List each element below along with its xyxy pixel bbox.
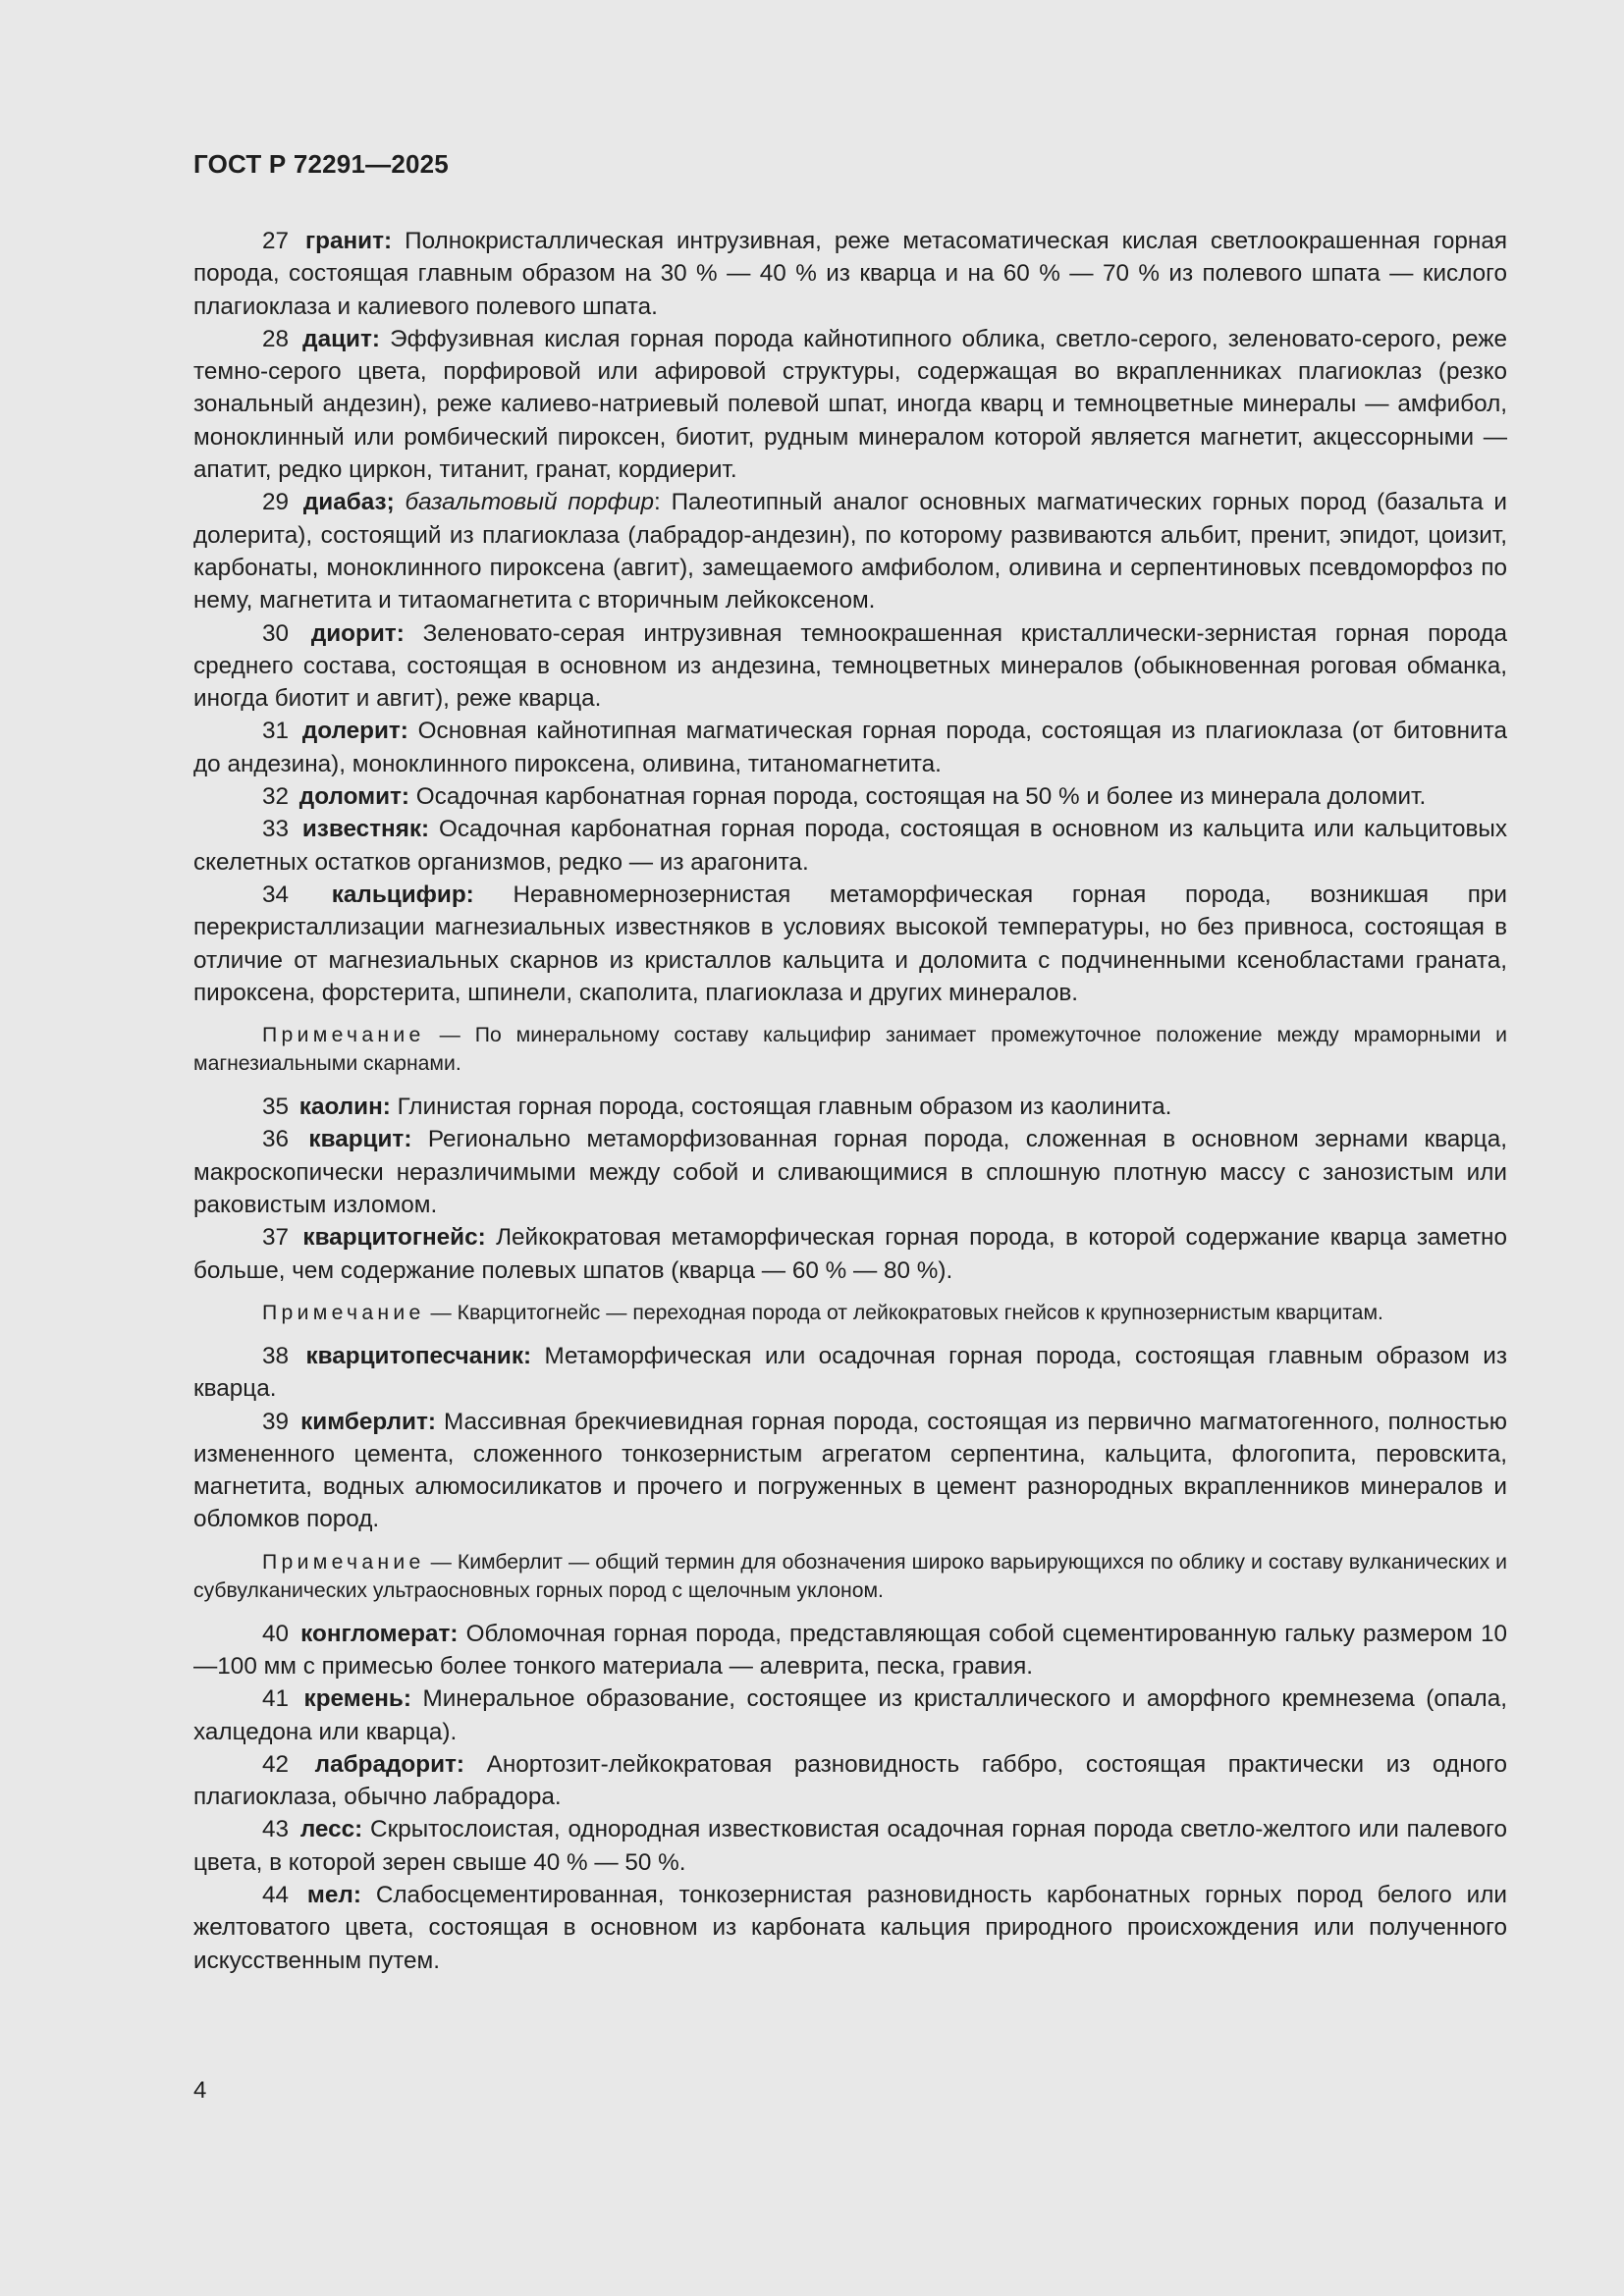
term-name: каолин: xyxy=(298,1094,391,1121)
note-text: — Кимберлит — общий термин для обозначения широко варьирующихся по облику и составу вулканических и субвулканических ультраосновных горных пород с щелочным уклоном. xyxy=(193,1550,1508,1602)
term-definition: Осадочная карбонатная горная порода, состоящая в основном из кальцита или кальцитовых скелетных остатков организмов, редко — из арагонита. xyxy=(193,816,1507,876)
term-definition: Лейкократовая метаморфическая горная порода, в которой содержание кварца заметно больше, чем содержание полевых шпатов (кварца — 60 % — 80 %). xyxy=(193,1224,1507,1284)
term-definition: Анортозит-лейкократовая разновидность габбро, состоящая практически из одного плагиоклаза, обычно лабрадора. xyxy=(193,1750,1507,1811)
term-entry xyxy=(193,1340,1507,1406)
term-number: 30 xyxy=(262,619,290,647)
term-name: кварцитогнейс: xyxy=(302,1224,486,1252)
term-number: 37 xyxy=(262,1224,290,1252)
term-entry xyxy=(193,879,1507,1009)
term-definition: Слабосцементированная, тонкозернистая разновидность карбонатных горных пород белого или желтоватого цвета, состоящая в основном из карбоната кальция природного происхождения или полученного искусственным путем. xyxy=(193,1882,1507,1974)
term-name: известняк: xyxy=(301,816,430,843)
term-definition: Минеральное образование, состоящее из кристаллического и аморфного кремнезема (опала, халцедона или кварца). xyxy=(193,1685,1507,1745)
term-name: кварцит: xyxy=(308,1126,412,1153)
term-definition: Основная кайнотипная магматическая горная порода, состоящая из плагиоклаза (от битовнита до андезина), моноклинного пироксена, оливина, титаномагнетита. xyxy=(193,718,1507,777)
term-definition: Метаморфическая или осадочная горная порода, состоящая главным образом из кварца. xyxy=(193,1342,1507,1403)
term-name: гранит: xyxy=(305,228,393,254)
note-text: — Кварцитогнейс — переходная порода от лейкократовых гнейсов к крупнозернистым кварцитам. xyxy=(430,1301,1383,1324)
term-number: 34 xyxy=(262,881,290,908)
term-number: 43 xyxy=(262,1816,290,1843)
term-definition: Палеотипный аналог основных магматических горных пород (базальта и долерита), состоящий из плагиоклаза (лабрадор-андезин), по которому развиваются альбит, пренит, эпидот, цоизит, карбонаты, моноклинного пироксена (авгит), замещаемого амфиболом, оливина и серпентиновых псевдоморфоз по нему, магнетита и титаомагнетита с вторичным лейкоксеном. xyxy=(193,489,1507,614)
term-definition: Глинистая горная порода, состоящая главным образом из каолинита. xyxy=(397,1094,1172,1121)
term-name: кимберлит: xyxy=(300,1408,436,1435)
term-number: 32 xyxy=(262,783,290,811)
term-definition: Регионально метаморфизованная горная порода, сложенная в основном зернами кварца, макроскопически неразличимыми между собой и сливающимися в сплошную плотную массу с занозистым или раковистым изломом. xyxy=(193,1126,1507,1219)
term-number: 41 xyxy=(262,1685,290,1713)
term-entry xyxy=(193,1748,1507,1814)
term-number: 36 xyxy=(262,1126,290,1153)
term-name: долерит: xyxy=(301,718,408,745)
term-definition: Осадочная карбонатная горная порода, состоящая на 50 % и более из минерала доломит. xyxy=(415,783,1427,811)
term-entry xyxy=(193,225,1507,323)
term-number: 38 xyxy=(262,1342,290,1369)
term-entry xyxy=(193,1406,1507,1536)
term-entry xyxy=(193,1682,1507,1748)
term-entry xyxy=(193,780,1507,813)
term-number: 33 xyxy=(262,816,290,843)
term-entry xyxy=(193,1879,1507,1977)
term-entry xyxy=(193,1091,1507,1123)
term-entry xyxy=(193,1813,1507,1879)
term-entry xyxy=(193,323,1507,486)
term-entry xyxy=(193,813,1507,879)
term-number: 39 xyxy=(262,1408,290,1435)
term-definition: Массивная брекчиевидная горная порода, состоящая из первично магматогенного, полностью измененного цемента, сложенного тонкозернистым агрегатом серпентина, кальцита, флогопита, перовскита, магнетита, водных алюмосиликатов и прочего и погруженных в цемент разнородных вкрапленников минералов и обломков пород. xyxy=(193,1408,1507,1533)
term-number: 40 xyxy=(262,1620,290,1647)
term-name: диабаз; xyxy=(302,489,395,516)
term-name: лесс: xyxy=(299,1816,363,1843)
note-label: Примечание xyxy=(262,1301,425,1324)
term-definition: Полнокристаллическая интрузивная, реже метасоматическая кислая светлоокрашенная горная порода, состоящая главным образом на 30 % — 40 % из кварца и на 60 % — 70 % из полевого шпата — кислого плагиоклаза и калиевого полевого шпата. xyxy=(193,228,1507,320)
term-entry xyxy=(193,715,1507,780)
term-name: дацит: xyxy=(302,325,380,352)
term-entry xyxy=(193,1618,1507,1683)
term-note xyxy=(193,1021,1507,1078)
term-name: кварцитопесчаник: xyxy=(305,1342,532,1369)
term-name: кальцифир: xyxy=(331,881,474,908)
term-number: 42 xyxy=(262,1750,290,1778)
term-name: кремень: xyxy=(303,1685,411,1713)
term-name: конгломерат: xyxy=(300,1620,459,1647)
document-header: ГОСТ Р 72291—2025 xyxy=(193,149,449,179)
term-number: 28 xyxy=(262,325,290,352)
term-entry xyxy=(193,617,1507,716)
term-entry xyxy=(193,1221,1507,1287)
term-entry: 29 диабаз; базальтовый порфир: Палеотипный аналог основных магматических горных пород (базальта и долерита), состоящий из плагиоклаза (лабрадор-андезин), по которому развиваются альбит, пренит, эпидот, цоизит, карбонаты, моноклинного пироксена (авгит), замещаемого амфиболом, оливина и серпентиновых псевдоморфоз по нему, магнетита и титаомагнетита с вторичным лейкоксеном. xyxy=(193,489,1507,614)
term-definition: Зеленовато-серая интрузивная темноокрашенная кристаллически-зернистая горная порода среднего состава, состоящая в основном из андезина, темноцветных минералов (обыкновенная роговая обманка, иногда биотит и авгит), реже кварца. xyxy=(193,619,1507,713)
term-note xyxy=(193,1548,1507,1605)
term-definition: Обломочная горная порода, представляющая собой сцементированную гальку размером 10—100 мм с примесью более тонкого материала — алеврита, песка, гравия. xyxy=(193,1620,1507,1680)
term-definition: Эффузивная кислая горная порода кайнотипного облика, светло-серого, зеленовато-серого, реже темно-серого цвета, порфировой или афировой структуры, содержащая во вкрапленниках плагиоклаз (резко зональный андезин), реже калиево-натриевый полевой шпат, иногда кварц и темноцветные минералы — амфибол, моноклинный или ромбический пироксен, биотит, рудным минералом которой является магнетит, акцессорными — апатит, редко циркон, титанит, гранат, кордиерит. xyxy=(193,325,1507,484)
term-number: 29 xyxy=(262,489,290,516)
term-name: мел: xyxy=(306,1882,361,1909)
term-definition: Неравномернозернистая метаморфическая горная порода, возникшая при перекристаллизации магнезиальных известняков в условиях высокой температуры, но без привноса, состоящая в отличие от магнезиальных скарнов из кристаллов кальцита и доломита с подчиненными ксенобластами граната, пироксена, форстерита, шпинели, скаполита, плагиоклаза и других минералов. xyxy=(193,881,1507,1006)
note-text: — По минеральному составу кальцифир занимает промежуточное положение между мраморными и магнезиальными скарнами. xyxy=(193,1024,1508,1076)
document-body xyxy=(193,225,1507,1977)
page-number: 4 xyxy=(193,2077,207,2104)
term-note xyxy=(193,1299,1507,1327)
term-definition: Скрытослоистая, однородная известковистая осадочная горная порода светло-желтого или палевого цвета, в которой зерен свыше 40 % — 50 %. xyxy=(193,1816,1507,1876)
term-name: лабрадорит: xyxy=(314,1750,464,1778)
note-label: Примечание xyxy=(262,1024,425,1047)
term-number: 35 xyxy=(262,1094,290,1121)
term-synonym: базальтовый порфир xyxy=(405,489,654,516)
term-number: 27 xyxy=(262,228,290,254)
term-entry xyxy=(193,1123,1507,1221)
term-number: 44 xyxy=(262,1882,290,1909)
term-name: диорит: xyxy=(310,619,405,647)
note-label: Примечание xyxy=(262,1550,425,1574)
term-number: 31 xyxy=(262,718,290,745)
term-name: доломит: xyxy=(298,783,409,811)
